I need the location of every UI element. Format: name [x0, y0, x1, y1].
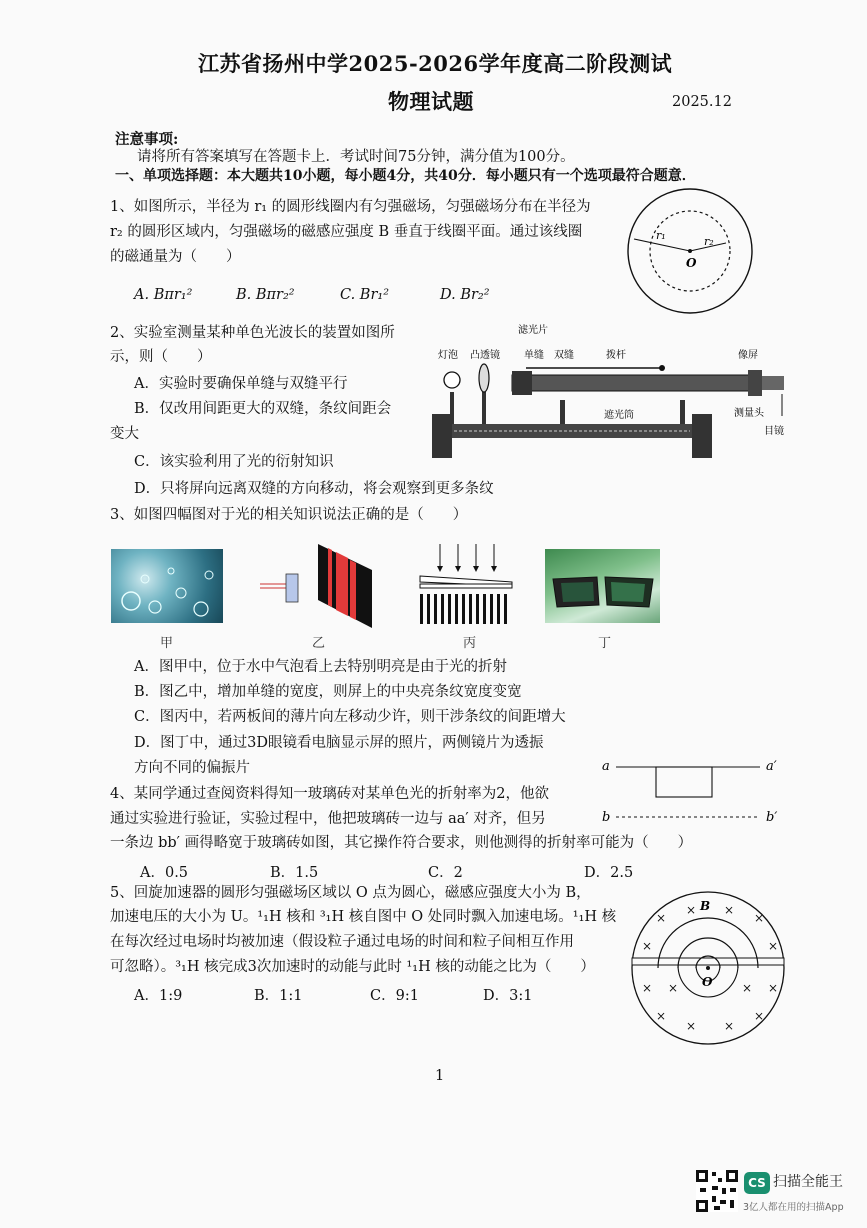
q3-photo-bubbles: [111, 549, 223, 623]
svg-text:×: ×: [686, 903, 697, 917]
q5-option-b: B．1:1: [254, 988, 303, 1004]
q4-option-d: D．2.5: [584, 865, 634, 881]
q4-stem-line-1: 4、某同学通过查阅资料得知一玻璃砖对某单色光的折射率为2，他欲: [110, 786, 549, 802]
q2-label-lens: 凸透镜: [470, 350, 500, 361]
svg-text:×: ×: [656, 1009, 667, 1023]
q3-option-d-cont: 方向不同的偏振片: [134, 760, 250, 776]
q4-option-b: B．1.5: [270, 865, 319, 881]
q1-figure-circles: [626, 187, 754, 315]
q3-figure-thin-film: [416, 542, 516, 626]
q5-figure-cyclotron: [628, 888, 788, 1048]
q3-caption-yi: 乙: [312, 636, 326, 651]
q2-figure-apparatus: [430, 320, 800, 470]
q5-label-o: O: [702, 975, 713, 989]
q4-stem-line-2: 通过实验进行验证，实验过程中，他把玻璃砖一边与 aa′ 对齐，但另: [110, 811, 546, 827]
svg-text:×: ×: [686, 1019, 697, 1033]
q5-label-b: B: [700, 899, 711, 913]
notice-heading: 注意事项:: [115, 131, 179, 148]
q5-stem-line-3: 在每次经过电场时均被加速（假设粒子通过电场的时间和粒子间相互作用: [110, 934, 574, 950]
q3-option-a: A．图甲中，位于水中气泡看上去特别明亮是由于光的折射: [134, 659, 507, 675]
q5-stem-line-1: 5、回旋加速器的圆形匀强磁场区域以 O 点为圆心，磁感应强度大小为 B，: [110, 885, 591, 901]
scanner-app-name: 扫描全能王: [773, 1174, 843, 1190]
q3-caption-jia: 甲: [160, 636, 174, 651]
q2-option-b: B．仅改用间距更大的双缝，条纹间距会: [134, 401, 392, 417]
q2-option-d: D．只将屏向远离双缝的方向移动，将会观察到更多条纹: [134, 481, 494, 497]
q3-figure-single-slit: [258, 540, 374, 628]
q4-stem-line-3: 一条边 bb′ 画得略宽于玻璃砖如图，其它操作符合要求，则他测得的折射率可能为（ ）: [110, 835, 693, 851]
qr-code-icon: [696, 1170, 738, 1212]
q5-option-c: C．9:1: [370, 988, 419, 1004]
q2-label-lever: 拨杆: [606, 350, 626, 361]
svg-text:×: ×: [642, 981, 653, 995]
q4-option-a: A．0.5: [140, 865, 189, 881]
q4-label-b: b: [602, 810, 611, 825]
q2-option-a: A．实验时要确保单缝与双缝平行: [134, 376, 348, 392]
q5-option-a: A．1:9: [134, 988, 183, 1004]
q3-option-b: B．图乙中，增加单缝的宽度，则屏上的中央亮条纹宽度变宽: [134, 684, 522, 700]
q3-option-d: D．图丁中，通过3D眼镜看电脑显示屏的照片，两侧镜片为透振: [134, 735, 544, 751]
q3-caption-ding: 丁: [598, 636, 612, 651]
q4-label-a-prime: a′: [766, 759, 777, 774]
q1-stem-line-3: 的磁通量为（ ）: [110, 249, 241, 265]
q2-label-double-slit: 双缝: [554, 350, 574, 361]
q4-label-b-prime: b′: [766, 810, 778, 825]
svg-text:×: ×: [668, 981, 679, 995]
exam-title: 江苏省扬州中学2025-2026学年度高二阶段测试: [198, 51, 673, 76]
q1-option-a: A. Bπr₁²: [134, 287, 193, 303]
q5-option-d: D．3:1: [483, 988, 533, 1004]
exam-subtitle: 物理试题: [388, 89, 474, 114]
svg-text:×: ×: [724, 1019, 735, 1033]
svg-text:×: ×: [742, 981, 753, 995]
page-number: 1: [435, 1068, 445, 1084]
q2-label-head: 测量头: [734, 408, 764, 419]
q2-label-lamp: 灯泡: [438, 350, 458, 361]
q1-r1-label: r₁: [656, 229, 666, 242]
q5-stem-line-2: 加速电压的大小为 U。¹₁H 核和 ³₁H 核自图中 O 处同时飘入加速电场。¹₁H 核: [110, 909, 617, 925]
notice-body: 请将所有答案填写在答题卡上．考试时间75分钟，满分值为100分。: [137, 149, 575, 165]
q1-option-d: D. Br₂²: [440, 287, 490, 303]
q2-option-b-cont: 变大: [110, 426, 139, 442]
q1-center-label: O: [686, 256, 697, 270]
q3-caption-bing: 丙: [463, 636, 477, 651]
q4-option-c: C．2: [428, 865, 463, 881]
q2-label-single-slit: 单缝: [524, 350, 544, 361]
q1-stem-line-2: r₂ 的圆形区域内，匀强磁场的磁感应强度 B 垂直于线圈平面。通过该线圈: [110, 224, 583, 240]
svg-text:×: ×: [656, 911, 667, 925]
scanner-tagline: 3亿人都在用的扫描App: [743, 1202, 844, 1213]
q1-stem-line-1: 1、如图所示，半径为 r₁ 的圆形线圈内有匀强磁场，匀强磁场分布在半径为: [110, 199, 591, 215]
q2-stem-line-2: 示，则（ ）: [110, 349, 212, 365]
section-heading: 一、单项选择题：本大题共10小题，每小题4分，共40分．每小题只有一个选项最符合题意．: [115, 168, 696, 184]
q4-figure-glass-block: [598, 756, 788, 826]
q3-option-c: C．图丙中，若两板间的薄片向左移动少许，则干涉条纹的间距增大: [134, 709, 566, 725]
svg-text:×: ×: [754, 911, 765, 925]
q3-photo-3d-glasses: [545, 549, 660, 623]
q5-stem-line-4: 可忽略）。³₁H 核完成3次加速时的动能与此时 ¹₁H 核的动能之比为（ ）: [110, 959, 595, 975]
svg-text:×: ×: [724, 903, 735, 917]
q1-r2-label: r₂: [704, 235, 714, 248]
q3-stem: 3、如图四幅图对于光的相关知识说法正确的是（ ）: [110, 507, 468, 523]
q1-option-b: B. Bπr₂²: [236, 287, 295, 303]
q2-label-screen: 像屏: [738, 350, 758, 361]
q2-stem-line-1: 2、实验室测量某种单色光波长的装置如图所: [110, 325, 395, 341]
svg-text:×: ×: [768, 981, 779, 995]
q1-option-c: C. Br₁²: [340, 287, 390, 303]
q2-label-tube: 遮光筒: [604, 410, 634, 421]
q2-option-c: C．该实验利用了光的衍射知识: [134, 454, 334, 470]
q2-label-eyepiece: 目镜: [764, 426, 784, 437]
exam-date: 2025.12: [672, 94, 732, 110]
svg-text:×: ×: [768, 939, 779, 953]
q2-label-filter: 滤光片: [518, 325, 548, 336]
svg-text:×: ×: [754, 1009, 765, 1023]
q4-label-a: a: [602, 759, 610, 774]
scanner-logo-icon: CS: [744, 1172, 770, 1194]
svg-text:×: ×: [642, 939, 653, 953]
